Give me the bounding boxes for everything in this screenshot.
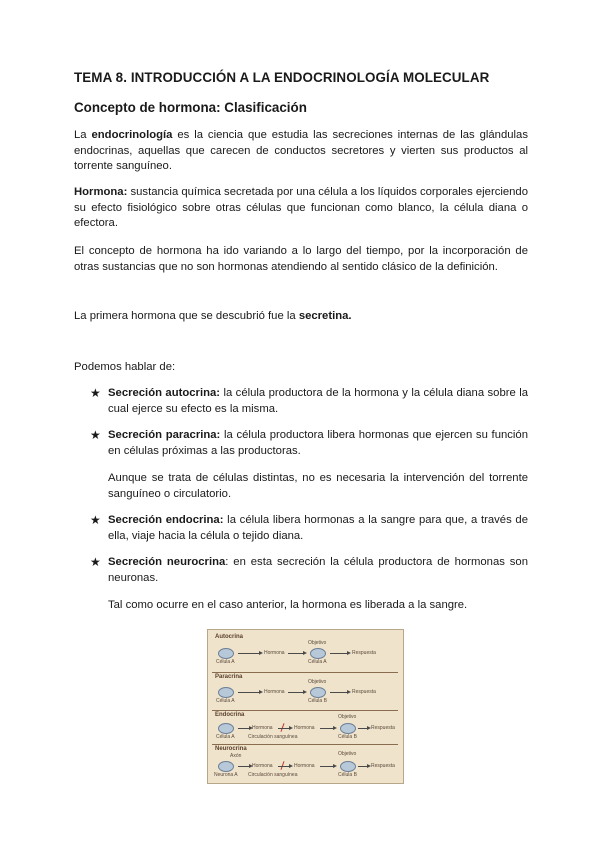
star-bullet-icon: ★ <box>90 428 101 442</box>
text: : en esta secreción la célula productora de hormonas son neuronas. <box>108 556 529 584</box>
cell-icon <box>340 723 356 734</box>
paragraph-intro-list: Podemos hablar de: <box>74 361 176 373</box>
bold-term: Secreción paracrina: <box>108 429 221 441</box>
text: la célula libera hormonas a la sangre para que, a través de ella, viaje hacia la célula o tejido diana. <box>108 514 528 542</box>
text: La <box>74 129 92 141</box>
hormone-label: Hormona <box>252 725 273 731</box>
figure-row-autocrina <box>212 634 398 668</box>
arrow-icon <box>320 728 334 729</box>
cell-icon <box>340 761 356 772</box>
cell-label: Célula B <box>338 734 357 740</box>
cell-label: Célula A <box>216 698 235 704</box>
cell-label: Célula B <box>308 698 327 704</box>
figure-row-label: Autocrina <box>215 634 244 640</box>
cell-label: Neurona A <box>214 772 238 778</box>
hormone-label: Hormona <box>264 689 285 695</box>
text: es la ciencia que estudia las secreciones internas de las glándulas endocrinas, aquellas que carecen de conductos secretores y vierten sus productos al torrente sanguíneo. <box>74 129 528 172</box>
cell-icon <box>218 687 234 698</box>
text: la célula productora de la hormona y la célula diana sobre la cual ejerce su efecto es la misma. <box>108 387 529 415</box>
paragraph-concepto: El concepto de hormona ha ido variando a lo largo del tiempo, por la incorporación de otras sustancias que no son hormonas atendiendo al sentido clásico de la definición. <box>74 245 528 273</box>
response-label: Respuesta <box>352 689 376 695</box>
blood-label: Circulación sanguínea <box>248 772 298 778</box>
hormone-label: Hormona <box>252 763 273 769</box>
star-bullet-icon: ★ <box>90 555 101 569</box>
blood-label: Circulación sanguínea <box>248 734 298 740</box>
arrow-icon <box>278 728 290 729</box>
section-heading: Concepto de hormona: Clasificación <box>74 100 307 115</box>
arrow-icon <box>238 692 260 693</box>
bold-term: Secreción endocrina: <box>108 514 224 526</box>
cell-label: Célula A <box>216 659 235 665</box>
cell-icon <box>310 648 326 659</box>
hormone-label: Hormona <box>264 650 285 656</box>
arrow-icon <box>320 766 334 767</box>
figure-row-label: Neurocrina <box>215 746 247 752</box>
sub-paragraph-neurocrina: Tal como ocurre en el caso anterior, la hormona es liberada a la sangre. <box>108 599 468 611</box>
arrow-icon <box>288 653 304 654</box>
text: la célula productora libera hormonas que ejercen su función en células próximas a las productoras. <box>108 429 528 457</box>
target-label: Objetivo <box>338 751 357 757</box>
response-label: Respuesta <box>371 763 395 769</box>
arrow-icon <box>238 653 260 654</box>
figure-row-paracrina <box>212 672 398 707</box>
bold-term: Hormona: <box>74 186 128 198</box>
cell-label: Célula B <box>338 772 357 778</box>
bold-term: secretina. <box>298 310 352 322</box>
cell-label: Célula A <box>216 734 235 740</box>
bold-term: Secreción neurocrina <box>108 556 226 568</box>
response-label: Respuesta <box>352 650 376 656</box>
arrow-icon <box>330 692 348 693</box>
page-title: TEMA 8. INTRODUCCIÓN A LA ENDOCRINOLOGÍA MOLECULAR <box>74 70 490 85</box>
list-item-paracrina <box>90 428 528 459</box>
arrow-icon <box>358 766 368 767</box>
list-item-endocrina <box>90 513 528 544</box>
arrow-icon <box>330 653 348 654</box>
axon-label: Axón <box>230 753 242 759</box>
figure-row-neurocrina <box>212 744 398 781</box>
star-bullet-icon: ★ <box>90 513 101 527</box>
figure-row-label: Endocrina <box>215 712 245 718</box>
cell-icon <box>218 723 234 734</box>
arrow-icon <box>288 692 304 693</box>
secretion-types-figure <box>207 629 404 784</box>
text: sustancia química secretada por una célula a los líquidos corporales ejerciendo su efecto fisiológico sobre otras células que funcionan como blanco, la célula diana o efectora. <box>74 186 529 229</box>
sub-paragraph-paracrina: Aunque se trata de células distintas, no es necesaria la intervención del torrente sanguíneo o circulatorio. <box>108 472 528 500</box>
neuron-icon <box>218 761 234 772</box>
target-label: Objetivo <box>338 714 357 720</box>
hormone-label: Hormona <box>294 763 315 769</box>
target-label: Objetivo <box>308 679 327 685</box>
text: La primera hormona que se descubrió fue la <box>74 310 299 322</box>
arrow-icon <box>358 728 368 729</box>
target-label: Objetivo <box>308 640 327 646</box>
arrow-icon <box>238 766 250 767</box>
cell-icon <box>218 648 234 659</box>
list-item-neurocrina <box>90 555 528 586</box>
paragraph-secretina <box>74 309 528 325</box>
bold-term: Secreción autocrina: <box>108 387 221 399</box>
arrow-icon <box>238 728 250 729</box>
figure-row-label: Paracrina <box>215 674 243 680</box>
list-item-autocrina <box>90 386 528 417</box>
figure-row-endocrina <box>212 710 398 743</box>
star-bullet-icon: ★ <box>90 386 101 400</box>
hormone-label: Hormona <box>294 725 315 731</box>
arrow-icon <box>278 766 290 767</box>
response-label: Respuesta <box>371 725 395 731</box>
paragraph-endocrinologia <box>74 128 528 175</box>
bold-term: endocrinología <box>91 129 173 141</box>
cell-label: Célula A <box>308 659 327 665</box>
paragraph-hormona <box>74 185 528 232</box>
cell-icon <box>310 687 326 698</box>
